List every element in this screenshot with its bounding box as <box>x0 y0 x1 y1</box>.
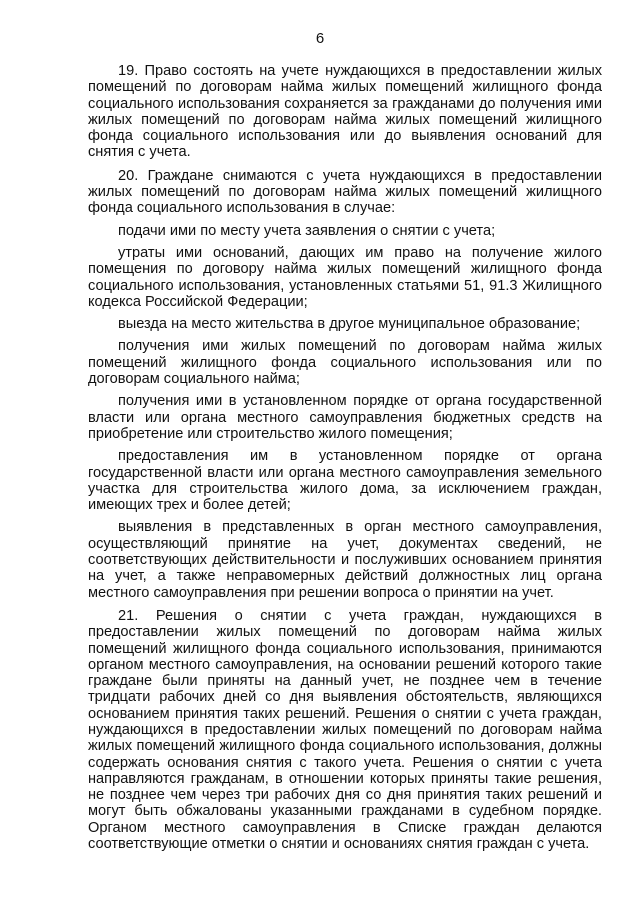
list-item-land-plot: предоставления им в установленном порядке от органа государственной власти или органа местного самоуправления земельного участка для строительства жилого дома, за исключением граждан, имеющих трех и более детей; <box>88 448 602 514</box>
list-item-false-information: выявления в представленных в орган местного самоуправления, осуществляющий принятие на учет, документах сведений, не соответствующих действительности и послуживших основанием принятия на учет, а также неправомерных действий должностных лиц органа местного самоуправления при решении вопроса о принятии на учет. <box>88 519 602 601</box>
paragraph-21: 21. Решения о снятии с учета граждан, нуждающихся в предоставлении жилых помещений по договорам найма жилых помещений жилищного фонда социального использования, принимаются органом местного самоуправления, на основании решений которого такие граждане были приняты на данный учет, не позднее чем в течение тридцати рабочих дней со дня выявления обстоятельств, являющихся основанием принятия таких решений. Решения о снятии с учета граждан, нуждающихся в предоставлении жилых помещений по договорам найма жилых помещений жилищного фонда социального использования, должны содержать основания снятия с такого учета. Решения о снятии с учета направляются гражданам, в отношении которых приняты такие решения, не позднее чем через три рабочих дня со дня принятия таких решений и могут быть обжалованы указанными гражданами в судебном порядке. Органом местного самоуправления в Списке граждан делаются соответствующие отметки о снятии и основаниях снятия граждан с учета. <box>88 607 602 853</box>
list-item-loss-of-grounds: утраты ими оснований, дающих им право на получение жилого помещения по договору найма жилых помещений жилищного фонда социального использования, установленных статьями 51, 91.3 Жилищного кодекса Российской Федерации; <box>88 244 602 310</box>
list-item-received-housing: получения ими жилых помещений по договорам найма жилых помещений жилищного фонда социального использования или по договорам социального найма; <box>88 338 602 388</box>
list-item-application: подачи ими по месту учета заявления о снятии с учета; <box>118 222 496 239</box>
paragraph-20: 20. Граждане снимаются с учета нуждающихся в предоставлении жилых помещений по договорам найма жилых помещений жилищного фонда социального использования в случае: <box>88 167 602 217</box>
paragraph-19: 19. Право состоять на учете нуждающихся в предоставлении жилых помещений по договорам найма жилых помещений жилищного фонда социального использования сохраняется за гражданами до получения ими жилых помещений по договорам найма жилых помещений жилищного фонда социального использования или до выявления оснований для снятия с учета. <box>88 63 602 161</box>
list-item-relocation: выезда на место жительства в другое муниципальное образование; <box>118 316 581 333</box>
document-body <box>88 63 602 858</box>
list-item-budget-funds: получения ими в установленном порядке от органа государственной власти или органа местного самоуправления бюджетных средств на приобретение или строительство жилого помещения; <box>88 393 602 442</box>
page-number: 6 <box>315 30 325 47</box>
